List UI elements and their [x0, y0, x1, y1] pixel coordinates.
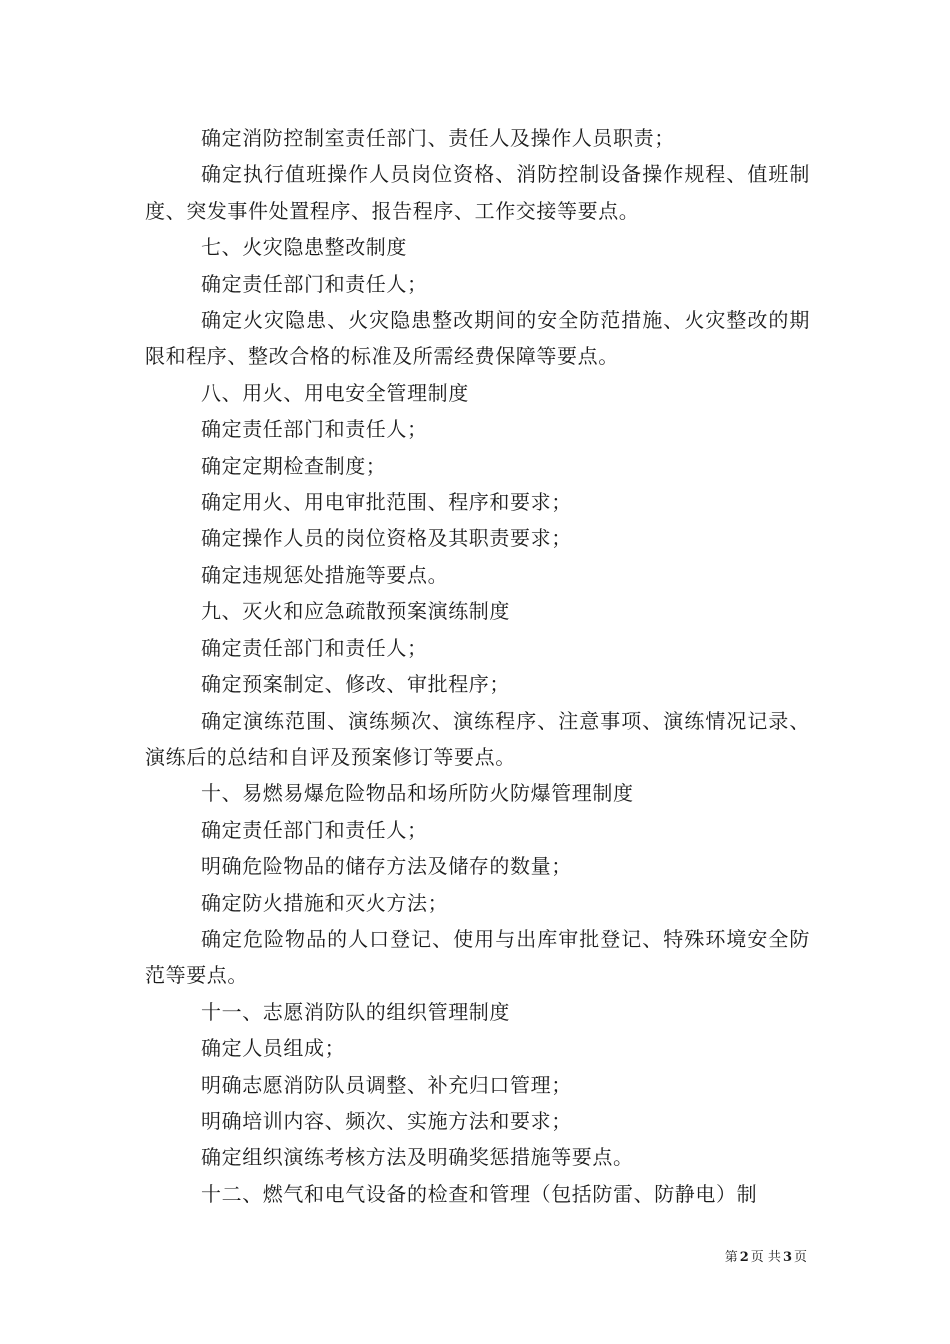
footer-prefix: 第 — [724, 1250, 738, 1265]
paragraph: 确定定期检查制度； — [201, 453, 387, 478]
paragraph: 确定危险物品的人口登记、使用与出库审批登记、特殊环境安全防范等要点。 — [145, 926, 810, 988]
paragraph: 确定违规惩处措施等要点。 — [201, 562, 449, 587]
section-heading: 七、火灾隐患整改制度 — [201, 235, 407, 260]
paragraph: 明确培训内容、频次、实施方法和要求； — [201, 1108, 572, 1133]
section-heading: 九、灭火和应急疏散预案演练制度 — [201, 599, 510, 624]
page-number-footer — [725, 1246, 807, 1265]
paragraph: 确定消防控制室责任部门、责任人及操作人员职责； — [201, 126, 675, 150]
paragraph: 确定人员组成； — [201, 1036, 346, 1061]
footer-middle: 页 共 — [750, 1250, 781, 1265]
document-body — [145, 120, 810, 1212]
paragraph: 明确危险物品的储存方法及储存的数量； — [201, 854, 572, 879]
paragraph: 确定执行值班操作人员岗位资格、消防控制设备操作规程、值班制度、突发事件处置程序、报告程序、工作交接等要点。 — [145, 162, 810, 223]
paragraph: 确定责任部门和责任人； — [201, 417, 428, 442]
paragraph: 确定演练范围、演练频次、演练程序、注意事项、演练情况记录、演练后的总结和自评及预案修订等要点。 — [145, 708, 810, 769]
section-heading: 十二、燃气和电气设备的检查和管理（包括防雷、防静电）制 — [201, 1181, 758, 1206]
paragraph: 确定责任部门和责任人； — [201, 817, 428, 842]
section-heading: 八、用火、用电安全管理制度 — [201, 380, 469, 405]
paragraph: 明确志愿消防队员调整、补充归口管理； — [201, 1072, 572, 1097]
paragraph: 确定操作人员的岗位资格及其职责要求； — [201, 526, 572, 551]
paragraph: 确定防火措施和灭火方法； — [201, 890, 449, 915]
total-pages-number: 3 — [782, 1250, 792, 1265]
paragraph: 确定预案制定、修改、审批程序； — [201, 672, 510, 697]
footer-suffix: 页 — [793, 1250, 807, 1265]
paragraph: 确定火灾隐患、火灾隐患整改期间的安全防范措施、火灾整改的期限和程序、整改合格的标准及所需经费保障等要点。 — [145, 308, 810, 369]
current-page-number: 2 — [739, 1250, 749, 1265]
section-heading: 十一、志愿消防队的组织管理制度 — [201, 999, 510, 1024]
paragraph: 确定责任部门和责任人； — [201, 271, 428, 296]
section-heading: 十、易燃易爆危险物品和场所防火防爆管理制度 — [201, 781, 634, 806]
paragraph: 确定责任部门和责任人； — [201, 635, 428, 660]
paragraph: 确定组织演练考核方法及明确奖惩措施等要点。 — [201, 1145, 634, 1170]
paragraph: 确定用火、用电审批范围、程序和要求； — [201, 490, 572, 515]
